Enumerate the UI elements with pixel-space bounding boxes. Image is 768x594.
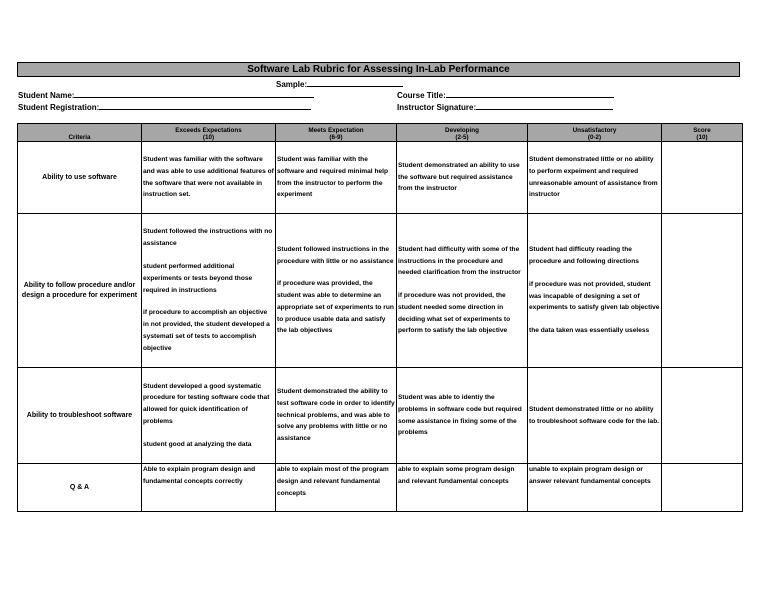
cell-text: if procedure to accomplish an objective in not provided, the student developed a systemati set of tests to accomplish objective — [143, 309, 270, 352]
cell-text: if procedure was provided, the student was able to determine an appropriate set of experiments to run to produce usable data and satisfy the lab objectives — [277, 280, 394, 335]
header-row — [18, 124, 743, 142]
exceeds-cell — [142, 464, 276, 512]
criteria-cell: Ability to troubleshoot software — [18, 368, 142, 464]
score-cell — [662, 214, 743, 368]
cell-text: Student demonstrated little or no ability to troubleshoot software code for the lab. — [529, 405, 660, 425]
cell-text: Student demonstrated an ability to use the software but required assistance from the instructor — [398, 161, 520, 193]
column-header-meets: Meets Expectation (6-9) — [276, 124, 397, 142]
student-name-label: Student Name: — [18, 91, 75, 100]
rubric-row-troubleshoot — [18, 368, 743, 464]
instructor-signature-label: Instructor Signature: — [397, 103, 477, 112]
cell-text: if procedure was not provided, student was incapable of designing a set of experiments to satisfy given lab objective — [529, 280, 660, 312]
cell-text: Student was able to identiy the problems in software code but required some assistance in fixing some of the problems — [398, 393, 522, 437]
cell-text: Able to explain program design and fundamental concepts correctly — [143, 466, 256, 485]
cell-text: the data taken was essentially useless — [529, 327, 650, 335]
meets-cell — [276, 142, 397, 214]
unsatisfactory-cell — [528, 214, 662, 368]
course-title-line — [446, 90, 614, 98]
developing-cell — [397, 464, 528, 512]
meets-cell — [276, 214, 397, 368]
unsatisfactory-cell — [528, 464, 662, 512]
cell-text: Student had difficuty reading the procedure and following directions — [529, 246, 639, 265]
criteria-cell: Q & A — [18, 464, 142, 512]
cell-text: able to explain most of the program design and relevant fundamental concepts — [277, 466, 389, 497]
column-header-developing: Developing (2-5) — [397, 124, 528, 142]
developing-cell — [397, 214, 528, 368]
cell-text: Student was familiar with the software and was able to use additional features of the software that were not available in instruction set. — [143, 155, 274, 199]
cell-text: Student demonstrated little or no ability to perform expeiment and required unreasonable amount of assistance from instructor — [529, 155, 658, 199]
sample-label: Sample: — [276, 80, 308, 89]
cell-text: student performed additional experiments or tests beyond those required in instructions — [143, 263, 253, 294]
rubric-row-follow-procedure — [18, 214, 743, 368]
column-header-unsatisfactory: Unsatisfactory (0-2) — [528, 124, 662, 142]
instructor-signature-line — [476, 102, 613, 110]
instructor-signature-field — [397, 102, 613, 112]
cell-text: student good at analyzing the data — [143, 440, 252, 448]
cell-text: Student had difficulty with some of the instructions in the procedure and needed clarification from the instructor — [398, 245, 521, 277]
column-header-score: Score (10) — [662, 124, 743, 142]
criteria-cell: Ability to follow procedure and/or design a procedure for experiment — [18, 214, 142, 368]
exceeds-cell — [142, 142, 276, 214]
cell-text: unable to explain program design or answer relevant fundamental concepts — [529, 466, 651, 485]
cell-text: able to explain some program design and relevant fundamental concepts — [398, 466, 515, 485]
course-title-field — [397, 90, 614, 100]
score-cell — [662, 142, 743, 214]
developing-cell — [397, 142, 528, 214]
meets-cell — [276, 368, 397, 464]
unsatisfactory-cell — [528, 142, 662, 214]
student-registration-label: Student Registration: — [18, 103, 100, 112]
unsatisfactory-cell — [528, 368, 662, 464]
cell-text: Student followed the instructions with no assistance — [143, 228, 273, 248]
student-registration-field — [18, 102, 311, 112]
sample-field — [276, 79, 403, 89]
cell-text: if procedure was not provided, the student needed some direction in deciding what set of experiments to perform to satisfy the lab objective — [398, 292, 511, 335]
rubric-table — [17, 123, 743, 512]
student-registration-line — [99, 102, 311, 110]
score-cell — [662, 464, 743, 512]
student-name-field — [18, 90, 314, 100]
exceeds-cell — [142, 214, 276, 368]
column-header-exceeds: Exceeds Expectations (10) — [142, 124, 276, 142]
score-cell — [662, 368, 743, 464]
rubric-title: Software Lab Rubric for Assessing In-Lab Performance — [17, 62, 740, 77]
meets-cell — [276, 464, 397, 512]
cell-text: Student developed a good systematic procedure for testing software code that allowed for quick identification of problems — [143, 382, 270, 425]
cell-text: Student demonstrated the ability to test software code in order to identify technical problems, and was able to solve any problems with little or no assistance — [277, 388, 395, 443]
cell-text: Student was familiar with the software and required minimal help from the instructor to perform the experiment — [277, 155, 389, 199]
criteria-cell: Ability to use software — [18, 142, 142, 214]
sample-line — [307, 79, 403, 87]
exceeds-cell — [142, 368, 276, 464]
cell-text: Student followed instructions in the procedure with little or no assistance — [277, 245, 394, 265]
developing-cell — [397, 368, 528, 464]
course-title-label: Course Title: — [397, 91, 446, 100]
column-header-criteria: Criteria — [18, 124, 142, 142]
rubric-row-qa — [18, 464, 743, 512]
student-name-line — [74, 90, 314, 98]
rubric-row-use-software — [18, 142, 743, 214]
